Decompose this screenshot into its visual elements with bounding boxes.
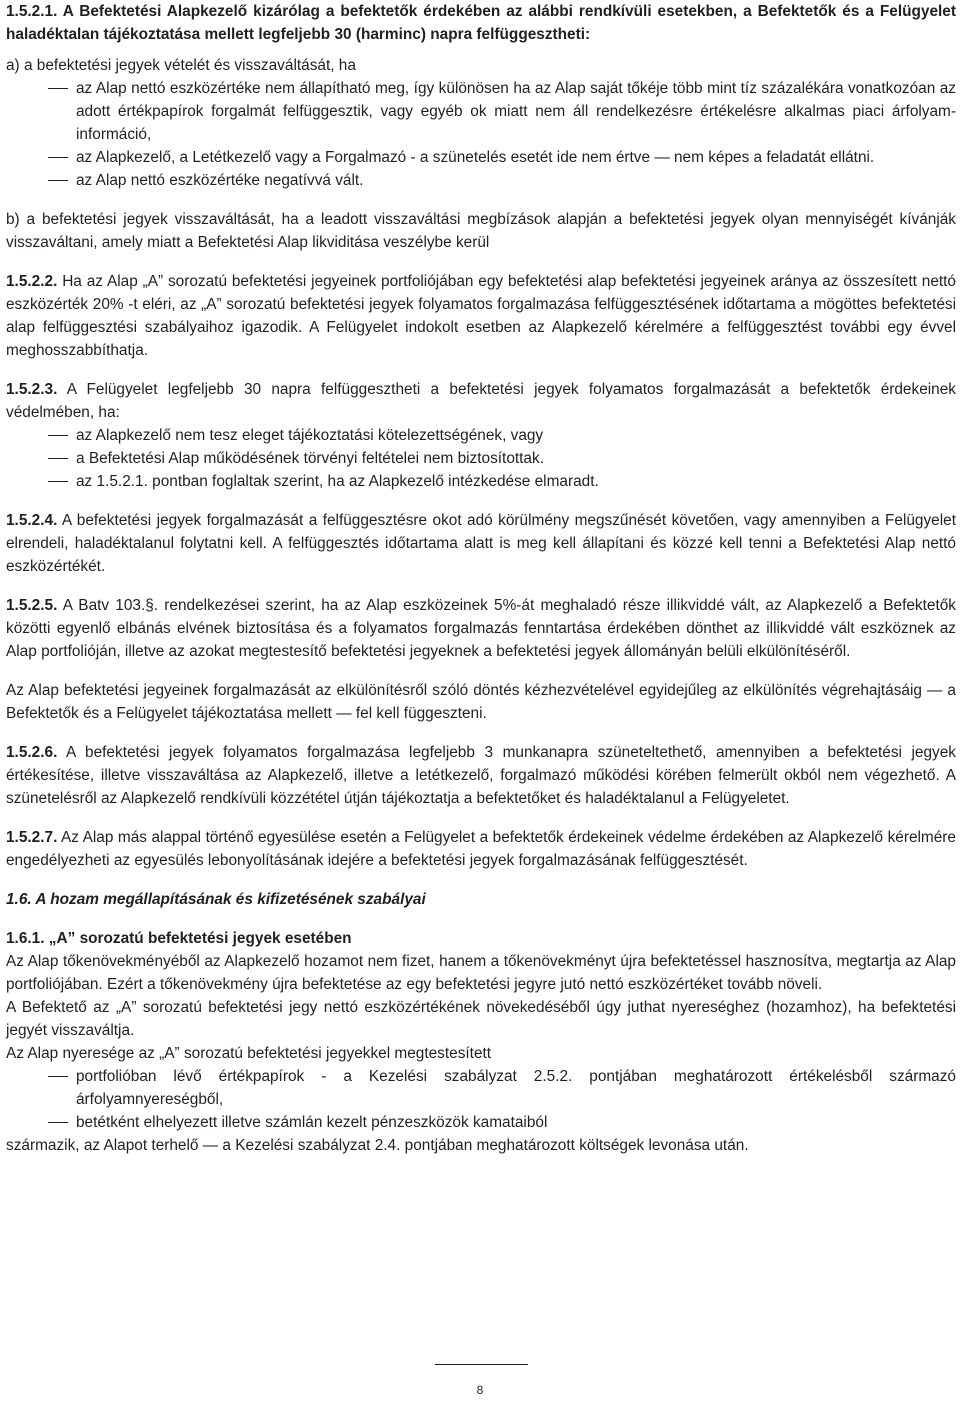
list-item: az Alap nettó eszközértéke negatívvá vált. bbox=[6, 169, 956, 192]
section-161-paragraph-3: Az Alap nyeresége az „A” sorozatú befektetési jegyekkel megtestesített bbox=[6, 1045, 492, 1062]
section-1527-paragraph: 1.5.2.7. Az Alap más alappal történő egyesülése esetén a Felügyelet a befektetők érdekeinek védelme érdekében az Alapkezelő kérelmére engedélyezheti az egyesülés lebonyolításának idejére a befektetési jegyek forgalmazásának felfüggesztését. bbox=[6, 829, 956, 869]
section-1523-list bbox=[6, 424, 956, 493]
section-1523-paragraph: 1.5.2.3. A Felügyelet legfeljebb 30 napra felfüggesztheti a befektetési jegyek folyamatos forgalmazását a befektetők érdekeinek védelmében, ha: bbox=[6, 381, 956, 421]
section-number: 1.5.2.7. bbox=[6, 829, 58, 846]
list-item: az 1.5.2.1. pontban foglaltak szerint, ha az Alapkezelő intézkedése elmaradt. bbox=[6, 470, 956, 493]
section-161-paragraph-2: A Befektető az „A” sorozatú befektetési jegy nettó eszközértékének növekedéséből úgy juthat nyereséghez (hozamhoz), ha befektetési jegyét visszaváltja. bbox=[6, 999, 956, 1039]
dash-bullet bbox=[48, 458, 68, 459]
section-1521-a-intro: a) a befektetési jegyek vételét és visszaváltását, ha bbox=[6, 57, 356, 74]
section-1526-paragraph: 1.5.2.6. A befektetési jegyek folyamatos forgalmazása legfeljebb 3 munkanapra szüneteltethető, amennyiben a befektetési jegyek értékesítése, illetve visszaváltása az Alapkezelő, illetve a letétkezelő, forgalmazó működési körében felmerült okból nem végezhető. A szünetelésről az Alapkezelő rendkívüli közzététel útján tájékoztatja a befektetőket és haladéktalanul a Felügyeletet. bbox=[6, 744, 956, 807]
page-number: 8 bbox=[476, 1383, 484, 1397]
section-1525-paragraph: 1.5.2.5. A Batv 103.§. rendelkezései szerint, ha az Alap eszközeinek 5%-át meghaladó része illikviddé vált, az Alapkezelő a Befektetők közötti egyenlő elbánás elvének biztosítása és a folyamatos forgalmazás fenntartása érdekében dönthet az illikviddé vált eszköznek az Alap portfolióján, illetve az azokat megtestesítő befektetési jegyeknek a befektetési jegyek állományán belüli elkülönítéséről. bbox=[6, 597, 956, 660]
section-1525-paragraph-2: Az Alap befektetési jegyeinek forgalmazását az elkülönítésről szóló döntés kézhezvételével egyidejűleg az elkülönítés végrehajtásáig — a Befektetők és a Felügyelet tájékoztatása mellett — fel kell függeszteni. bbox=[6, 682, 956, 722]
section-161-paragraph-4: származik, az Alapot terhelő — a Kezelési szabályzat 2.4. pontjában meghatározott költségek levonása után. bbox=[6, 1137, 749, 1154]
section-161-heading: 1.6.1. „A” sorozatú befektetési jegyek esetében bbox=[6, 930, 352, 947]
document-page bbox=[6, 0, 956, 1408]
section-16-heading: 1.6. A hozam megállapításának és kifizetésének szabályai bbox=[6, 891, 426, 908]
dash-bullet bbox=[48, 157, 68, 158]
section-number: 1.5.2.5. bbox=[6, 597, 58, 614]
dash-bullet bbox=[48, 180, 68, 181]
footer-rule bbox=[435, 1364, 528, 1365]
list-item: az Alapkezelő nem tesz eleget tájékoztatási kötelezettségének, vagy bbox=[6, 424, 956, 447]
section-1524-paragraph: 1.5.2.4. A befektetési jegyek forgalmazását a felfüggesztésre okot adó körülmény megszűnését követően, vagy amennyiben a Felügyelet elrendeli, haladéktalanul folytatni kell. A felfüggesztés időtartama alatt is meg kell állapítani és közzé kell tenni a Befektetési Alap nettó eszközértékét. bbox=[6, 512, 956, 575]
list-item: betétként elhelyezett illetve számlán kezelt pénzeszközök kamataiból bbox=[6, 1111, 956, 1134]
dash-bullet bbox=[48, 435, 68, 436]
list-item: a Befektetési Alap működésének törvényi feltételei nem biztosítottak. bbox=[6, 447, 956, 470]
list-item: portfolióban lévő értékpapírok - a Kezelési szabályzat 2.5.2. pontjában meghatározott értékelésből származó árfolyamnyereségből, bbox=[6, 1065, 956, 1111]
dash-bullet bbox=[48, 1122, 68, 1123]
section-1521-a-list bbox=[6, 77, 956, 192]
dash-bullet bbox=[48, 1076, 68, 1077]
section-number: 1.5.2.2. bbox=[6, 273, 58, 290]
dash-bullet bbox=[48, 88, 68, 89]
dash-bullet bbox=[48, 481, 68, 482]
section-1521-b-text: b) a befektetési jegyek visszaváltását, ha a leadott visszaváltási megbízások alapján a befektetési jegyek olyan mennyiségét kívánják visszaváltani, amely miatt a Befektetési Alap likviditása veszélybe kerül bbox=[6, 211, 956, 251]
section-161-list bbox=[6, 1065, 956, 1134]
section-161-paragraph-1: Az Alap tőkenövekményéből az Alapkezelő hozamot nem fizet, hanem a tőkenövekményt újra befektetéssel hasznosítva, megtartja az Alap portfoliójában. Ezért a tőkenövekmény újra befektetése az egy befektetési jegyre jutó nettó eszközértéket tovább növeli. bbox=[6, 953, 956, 993]
list-item: az Alapkezelő, a Letétkezelő vagy a Forgalmazó - a szünetelés esetét ide nem értve — nem képes a feladatát ellátni. bbox=[6, 146, 956, 169]
section-1521-heading: 1.5.2.1. A Befektetési Alapkezelő kizárólag a befektetők érdekében az alábbi rendkívüli esetekben, a Befektetők és a Felügyelet haladéktalan tájékoztatása mellett legfeljebb 30 (harminc) napra felfüggesztheti: bbox=[6, 3, 956, 43]
section-1522-paragraph: 1.5.2.2. Ha az Alap „A” sorozatú befektetési jegyeinek portfoliójában egy befektetési alap befektetési jegyeinek aránya az összesített nettó eszközérték 20% -t eléri, az „A” sorozatú befektetési jegyek folyamatos forgalmazása felfüggesztésének időtartama a mögöttes befektetési alap felfüggesztési szabályaihoz igazodik. A Felügyelet indokolt esetben az Alapkezelő kérelmére a felfüggesztést további egy évvel meghosszabbíthatja. bbox=[6, 273, 956, 359]
section-number: 1.5.2.4. bbox=[6, 512, 58, 529]
section-number: 1.5.2.6. bbox=[6, 744, 58, 761]
list-item: az Alap nettó eszközértéke nem állapítható meg, így különösen ha az Alap saját tőkéje több mint tíz százalékára vonatkozóan az adott értékpapírok forgalmát felfüggesztik, vagy egyéb ok miatt nem áll rendelkezésre értékelésre alkalmas piaci árfolyam-információ, bbox=[6, 77, 956, 146]
section-number: 1.5.2.3. bbox=[6, 381, 58, 398]
